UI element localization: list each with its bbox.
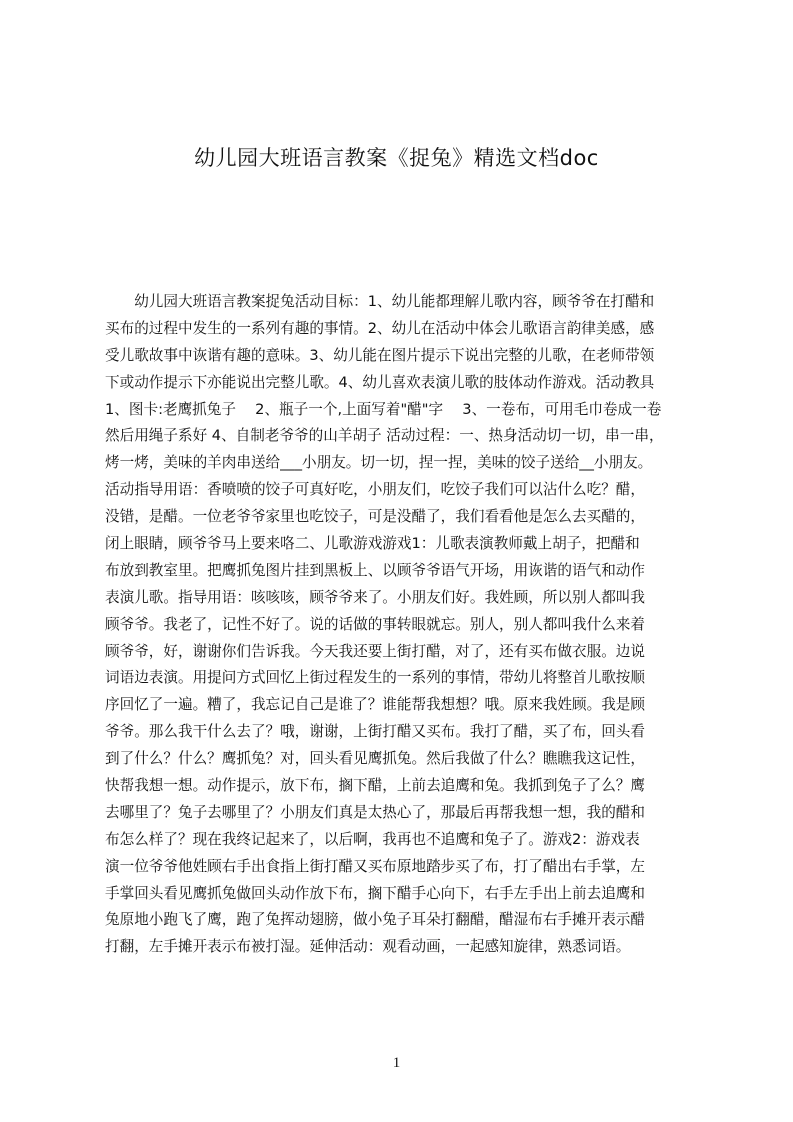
body-line: 到了什么？什么？鹰抓兔？对，回头看见鹰抓兔。然后我做了什么？瞧瞧我这记性， <box>105 750 645 768</box>
body-line: 快帮我想一想。动作提示，放下布，搁下醋，上前去追鹰和兔。我抓到兔子了么？鹰 <box>105 777 645 795</box>
body-line: 爷爷。那么我干什么去了？哦，谢谢，上街打醋又买布。我打了醋，买了布，回头看 <box>105 723 645 741</box>
body-line: 闭上眼睛，顾爷爷马上要来咯二、儿歌游戏游戏1：儿歌表演教师戴上胡子，把醋和 <box>105 535 640 553</box>
body-line: 受儿歌故事中诙谐有趣的意味。3、幼儿能在图片提示下说出完整的儿歌，在老师带领 <box>105 346 655 364</box>
body-line: 演一位爷爷他姓顾右手出食指上街打醋又买布原地踏步买了布，打了醋出右手掌，左 <box>105 857 645 875</box>
body-line: 手掌回头看见鹰抓兔做回头动作放下布，搁下醋手心向下，右手左手出上前去追鹰和 <box>105 884 645 902</box>
body-line: 顾爷爷，好，谢谢你们告诉我。今天我还要上街打醋，对了，还有买布做衣服。边说 <box>105 642 645 660</box>
body-line: 兔原地小跑飞了鹰，跑了兔挥动翅膀，做小兔子耳朵打翻醋，醋湿布右手摊开表示醋 <box>105 911 645 929</box>
body-line: 1、图卡:老鹰抓兔子 2、瓶子一个,上面写着"醋"字 3、一卷布，可用毛巾卷成一卷 <box>105 400 662 418</box>
body-line: 活动指导用语：香喷喷的饺子可真好吃，小朋友们，吃饺子我们可以沾什么吃？醋， <box>105 481 645 499</box>
body-line: 词语边表演。用提问方式回忆上街过程发生的一系列的事情，带幼儿将整首儿歌按顺 <box>105 669 645 687</box>
body-line: 然后用绳子系好 4、自制老爷爷的山羊胡子 活动过程：一、热身活动切一切，串一串， <box>105 427 664 445</box>
body-line: 幼儿园大班语言教案捉兔活动目标：1、幼儿能都理解儿歌内容，顾爷爷在打醋和 <box>105 293 655 310</box>
body-line: 下或动作提示下亦能说出完整儿歌。4、幼儿喜欢表演儿歌的肢体动作游戏。活动教具 <box>105 373 655 391</box>
document-title: 幼儿园大班语言教案《捉兔》精选文档doc <box>194 146 599 170</box>
body-line: 打翻，左手摊开表示布被打湿。延伸活动：观看动画，一起感知旋律，熟悉词语。 <box>105 938 631 956</box>
body-line: 烤一烤，美味的羊肉串送给___小朋友。切一切，捏一捏，美味的饺子送给__小朋友。 <box>105 454 653 472</box>
page-number: 1 <box>392 1055 401 1071</box>
body-line: 布放到教室里。把鹰抓兔图片挂到黑板上、以顾爷爷语气开场，用诙谐的语气和动作 <box>105 561 645 579</box>
body-line: 布怎么样了？现在我终记起来了，以后啊，我再也不追鹰和兔子了。游戏2：游戏表 <box>105 830 640 848</box>
body-line: 表演儿歌。指导用语：咳咳咳，顾爷爷来了。小朋友们好。我姓顾，所以别人都叫我 <box>105 588 645 606</box>
body-line: 序回忆了一遍。糟了，我忘记自己是谁了？谁能帮我想想？哦。原来我姓顾。我是顾 <box>105 696 645 714</box>
body-line: 买布的过程中发生的一系列有趣的事情。2、幼儿在活动中体会儿歌语言韵律美感，感 <box>105 319 655 337</box>
body-line: 去哪里了？兔子去哪里了？小朋友们真是太热心了，那最后再帮我想一想，我的醋和 <box>105 803 645 821</box>
body-line: 顾爷爷。我老了，记性不好了。说的话做的事转眼就忘。别人，别人都叫我什么来着 <box>105 615 645 633</box>
document-body <box>105 289 697 961</box>
body-line: 没错，是醋。一位老爷爷家里也吃饺子，可是没醋了，我们看看他是怎么去买醋的， <box>105 508 645 526</box>
